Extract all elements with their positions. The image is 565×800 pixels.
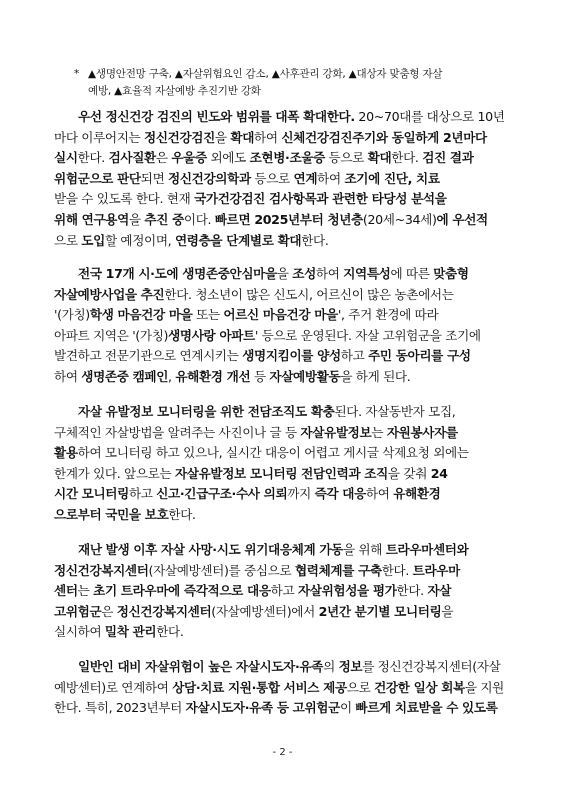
bold-text: 유해환경 — [393, 486, 441, 502]
bold-text: 센터 — [54, 583, 78, 599]
body-text: 을 — [441, 603, 454, 619]
body-text: 을 위해 — [342, 542, 386, 557]
body-text: 한다. — [301, 232, 329, 248]
body-text: , — [168, 368, 176, 384]
bold-text: 도입 — [81, 232, 105, 248]
body-text: 을 갖춰 — [387, 465, 431, 481]
body-text: 하여 — [317, 170, 345, 186]
bold-text: 생명사랑 아파트 — [168, 327, 255, 343]
bold-text: 전국 17개 시·도에 생명존중안심마을 — [78, 266, 277, 281]
body-text: 으로 — [346, 679, 375, 695]
paragraph-line — [54, 107, 516, 128]
body-text: 에 따른 — [390, 266, 434, 281]
paragraph-line — [54, 346, 516, 367]
paragraph-line — [54, 678, 516, 699]
paragraph-line — [54, 622, 516, 643]
bold-text: 고위험군 — [54, 603, 102, 619]
body-text: 하고 — [340, 348, 369, 364]
paragraph-line — [54, 128, 516, 149]
bold-text: 조현병·조울증 — [249, 150, 325, 166]
bold-text: 자살예방활동 — [269, 368, 341, 384]
bold-text: 위험군으로 판단 — [54, 170, 141, 186]
bold-text: 연계 — [293, 170, 318, 186]
paragraph-line — [54, 657, 516, 678]
body-text: 등 — [250, 368, 270, 384]
paragraph-line — [54, 443, 516, 464]
body-text: 20~70대를 대상으로 10년 — [354, 109, 505, 124]
bold-text: 추진 중 — [144, 211, 184, 227]
bold-text: 주민 동아리를 구성 — [368, 348, 471, 364]
body-text: 는 — [371, 424, 387, 440]
paragraph-line — [54, 581, 516, 602]
paragraph-line — [54, 484, 516, 505]
body-text: 한다. — [156, 624, 184, 640]
body-text: ', 주거 환경에 따라 — [337, 307, 439, 323]
body-text: 한다. — [77, 150, 109, 166]
bold-text: 에 우선적 — [436, 211, 488, 227]
bold-text: 생명존중 캠페인 — [81, 368, 169, 384]
body-text: 을 — [128, 211, 145, 227]
bold-text: 24 — [430, 465, 448, 481]
bold-text: 정신건강복지센터 — [116, 603, 212, 619]
bold-text: 상담·치료 지원·통합 서비스 제공 — [172, 679, 347, 695]
body-text: 등으로 — [324, 150, 368, 166]
body-text: 를 정신건강복지센터(자살 — [362, 659, 501, 674]
body-text: 까지 — [287, 486, 315, 502]
bold-text: 즉각 대응 — [314, 486, 366, 502]
body-text: 이 — [339, 700, 356, 716]
body-text: 하여 — [365, 486, 394, 502]
bold-text: 으로부터 국민을 보호 — [54, 506, 169, 522]
bold-text: 조성 — [292, 266, 316, 281]
footnote-marker: * — [74, 68, 80, 80]
bold-text: 자살예방사업을 추진 — [54, 286, 165, 302]
body-text: 을 하게 된다. — [340, 368, 411, 384]
bold-text: 학생 마음건강 마을 — [89, 307, 193, 323]
paragraph-line — [54, 169, 516, 190]
body-text: 받을 수 있도록 한다. 현재 — [54, 191, 195, 207]
bold-text: 2년간 분기별 모니터링 — [318, 603, 442, 619]
paragraph-monitoring — [54, 402, 516, 526]
bold-text: 재난 발생 이후 자살 사망·시도 위기대응체계 가동 — [78, 542, 343, 557]
bold-text: 조기에 진단, 치료 — [344, 170, 440, 186]
footnote-line-2: 예방, ▲효율적 자살예방 추진기반 강화 — [88, 85, 261, 97]
footnote-list — [74, 66, 518, 100]
paragraph-disaster-response — [54, 540, 516, 643]
bold-text: 위해 연구용역 — [54, 211, 129, 227]
bold-text: 자살 유발정보 모니터링을 위한 전담조직도 확충 — [78, 404, 335, 419]
body-text: 한다. — [391, 150, 423, 166]
bold-text: 신체건강검진주기와 동일하게 2년마다 — [281, 129, 487, 145]
paragraph-survivor-support — [54, 657, 516, 719]
bold-text: 정보 — [338, 659, 363, 674]
bold-text: 검사질환 — [108, 150, 156, 166]
bold-text: 협력체계를 구축 — [294, 562, 382, 578]
paragraph-line — [54, 305, 516, 326]
body-text: 또는 — [192, 307, 224, 323]
body-text: 하고 — [128, 486, 157, 502]
bold-text: 정신건강의학과 — [168, 170, 251, 186]
body-text: 마다 이루어지는 — [54, 129, 145, 145]
bold-text: 일반인 대비 자살위험이 높은 자살시도자·유족 — [78, 659, 324, 674]
body-text: 으로 — [54, 232, 82, 248]
paragraph-line — [54, 505, 516, 526]
page-number: - 2 - — [272, 747, 293, 758]
body-text: (자살예방센터)를 중심으로 — [148, 562, 295, 578]
paragraph-line — [54, 561, 516, 582]
bold-text: 연령층을 단계별로 확대 — [174, 232, 302, 248]
body-text: ' 등으로 운영된다. 자살 고위험군을 조기에 — [254, 327, 481, 343]
bold-text: 확대 — [230, 129, 255, 145]
body-text: 하고 — [270, 583, 298, 599]
bold-text: 활용 — [54, 445, 78, 461]
body-text: 실시하여 — [54, 624, 105, 640]
bold-text: 신고·긴급구조·수사 의뢰 — [156, 486, 288, 502]
bold-text: 초기 트라우마에 즉각적으로 대응 — [93, 583, 271, 599]
bold-text: 정신건강검진 — [144, 129, 215, 145]
paragraph-line — [54, 148, 516, 169]
body-text: 을 — [214, 129, 231, 145]
bold-text: 자살 — [427, 583, 452, 599]
paragraph-line — [54, 285, 516, 306]
body-text: 의 — [323, 659, 339, 674]
bold-text: 트라우마 — [412, 562, 460, 578]
bold-text: 건강한 일상 회복 — [374, 679, 465, 695]
body-text: 등으로 — [250, 170, 294, 186]
body-text: 한다. 특히, 2023년부터 — [54, 700, 186, 716]
bold-text: 실시 — [54, 150, 78, 166]
body-text: 하여 — [254, 129, 282, 145]
body-text: (자살예방센터)에서 — [211, 603, 319, 619]
paragraph-line — [54, 367, 516, 388]
footnote-line-1: ▲생명안전망 구축, ▲자살위험요인 감소, ▲사후관리 강화, ▲대상자 맞춤형 자살 — [88, 68, 443, 80]
body-text: 하여 모니터링 하고 있으나, 실시간 대응이 어렵고 게시글 삭제요청 외에는 — [77, 445, 469, 461]
body-text: 한다. — [381, 562, 413, 578]
paragraph-line — [54, 698, 516, 719]
body-text: 하여 — [315, 266, 344, 281]
bold-text: 자살시도자·유족 등 고위험군 — [185, 700, 340, 716]
body-text: 예방센터)로 연계하여 — [54, 679, 173, 695]
body-text: 발견하고 전문기관으로 연계시키는 — [54, 348, 243, 364]
body-text: 한다. — [396, 583, 428, 599]
bold-text: 자살위험성을 평가 — [297, 583, 397, 599]
bold-text: 맞춤형 — [433, 266, 469, 281]
body-text: 이다. — [183, 211, 215, 227]
bold-text: 지역특성 — [343, 266, 391, 281]
bold-text: 검진 결과 — [422, 150, 474, 166]
bold-text: 정신건강복지센터 — [54, 562, 149, 578]
bold-text: 생명지킴이를 양성 — [242, 348, 341, 364]
body-text: 한다. — [168, 506, 196, 522]
body-text: 을 지원 — [464, 679, 504, 695]
paragraph-line — [54, 326, 516, 347]
paragraph-line — [54, 540, 516, 561]
body-text: (20세~34세) — [362, 211, 437, 227]
bold-text: 자살유발정보 모니터링 전담인력과 조직 — [174, 465, 388, 481]
bold-text: 유해환경 개선 — [175, 368, 251, 384]
body-text: 한계가 있다. 앞으로는 — [54, 465, 175, 481]
body-text: 할 예정이며, — [104, 232, 175, 248]
bold-text: 국가건강검진 검사항목과 관련한 타당성 분석을 — [194, 191, 447, 207]
body-text: 구체적인 자살방법을 알려주는 사진이나 글 등 — [54, 424, 301, 440]
body-text: 하여 — [54, 368, 82, 384]
body-text: 되면 — [140, 170, 169, 186]
body-text: 은 — [101, 603, 117, 619]
paragraph-line — [54, 602, 516, 623]
bold-text: 자살유발정보 — [300, 424, 372, 440]
bold-text: 시간 모니터링 — [54, 486, 129, 502]
paragraph-line — [54, 264, 516, 285]
body-text: 은 — [155, 150, 172, 166]
paragraph-line — [54, 464, 516, 485]
body-text: 외에도 — [206, 150, 250, 166]
body-text: 을 — [276, 266, 293, 281]
paragraph-line — [54, 189, 516, 210]
paragraph-community-village — [54, 264, 516, 388]
bold-text: 빠르면 2025년부터 청년층 — [214, 211, 363, 227]
body-text: '(가칭) — [54, 307, 90, 323]
body-text: 된다. 자살동반자 모집, — [334, 404, 456, 419]
body-text: 아파트 지역은 '(가칭) — [54, 327, 169, 343]
bold-text: 밀착 관리 — [104, 624, 157, 640]
paragraph-line — [54, 402, 516, 423]
paragraph-health-screening — [54, 107, 516, 251]
paragraph-line — [54, 231, 516, 252]
bold-text: 우선 정신건강 검진의 빈도와 범위를 대폭 확대한다. — [78, 109, 355, 124]
bold-text: 트라우마센터와 — [385, 542, 469, 557]
body-text: 한다. 청소년이 많은 신도시, 어르신이 많은 농촌에서는 — [164, 286, 454, 302]
bold-text: 우울증 — [171, 150, 207, 166]
bold-text: 빠르게 치료받을 수 있도록 — [355, 700, 498, 716]
bold-text: 확대 — [367, 150, 392, 166]
bold-text: 자원봉사자를 — [386, 424, 458, 440]
paragraph-line — [54, 423, 516, 444]
bold-text: 어르신 마음건강 마을 — [223, 307, 338, 323]
paragraph-line — [54, 210, 516, 231]
body-text: 는 — [77, 583, 94, 599]
